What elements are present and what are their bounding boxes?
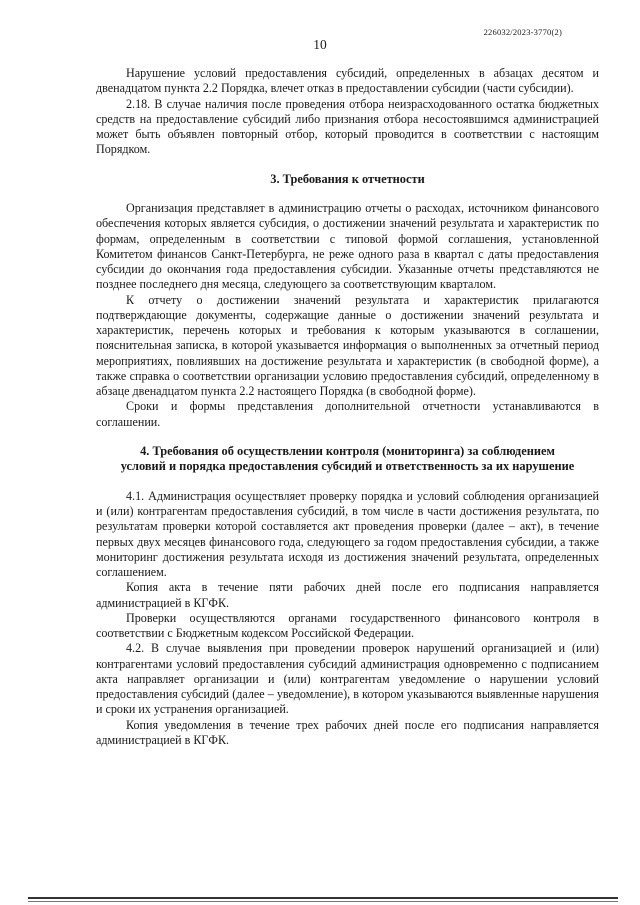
section-4-heading xyxy=(96,444,599,475)
paragraph-4-2: 4.2. В случае выявления при проведении проверок нарушений организацией и (или) контрагентами условий предоставления субсидий администрация одновременно с подписанием акта направляет организации и (или) контрагентам уведомление о нарушении условий предоставления субсидий (далее – уведомление), в котором указываются выявленные нарушения и сроки их устранения организацией. xyxy=(96,641,599,717)
paragraph-4-1: 4.1. Администрация осуществляет проверку порядка и условий соблюдения организацией и (или) контрагентам предоставления субсидий, в том числе в части достижения результата, по результатам проверки которой составляется акт проведения проверки (далее – акт), в течение первых двух месяцев финансового года, следующего за годом предоставления субсидии, а также мониторинг достижения результата исходя из достижения значений результата, определенных соглашением. xyxy=(96,488,599,579)
paragraph-violation-consequence: Нарушение условий предоставления субсидий, определенных в абзацах десятом и двенадцатом пункта 2.2 Порядка, влечет отказ в предоставлении субсидии (части субсидии). xyxy=(96,66,599,96)
paragraph-reports: Организация представляет в администрацию отчеты о расходах, источником финансового обеспечения которых является субсидия, о достижении значений результата и характеристик по формам, определенным в соответствии с типовой формой соглашения, установленной Комитетом финансов Санкт-Петербурга, не реже одного раза в квартал с даты предоставления субсидии до окончания года предоставления субсидии. Указанные отчеты представляются не позднее последнего дня месяца, следующего за соответствующим кварталом. xyxy=(96,201,599,292)
paragraph-2-18: 2.18. В случае наличия после проведения отбора неизрасходованного остатка бюджетных средств на предоставление субсидий либо признания отбора несостоявшимся администрацией может быть объявлен повторный отбор, который проводится в соответствии с настоящим Порядком. xyxy=(96,96,599,157)
document-body xyxy=(96,66,599,748)
paragraph-notice-copy: Копия уведомления в течение трех рабочих дней после его подписания направляется администрацией в КГФК. xyxy=(96,717,599,747)
scan-border-line-thin xyxy=(28,901,618,902)
paragraph-inspections: Проверки осуществляются органами государственного финансового контроля в соответствии с Бюджетным кодексом Российской Федерации. xyxy=(96,610,599,640)
section-4-heading-line2: условий и порядка предоставления субсидий и ответственность за их нарушение xyxy=(120,459,575,474)
paragraph-additional-reports: Сроки и формы представления дополнительной отчетности устанавливаются в соглашении. xyxy=(96,399,599,429)
section-4-heading-line1: 4. Требования об осуществлении контроля (мониторинга) за соблюдением xyxy=(140,443,555,458)
paragraph-report-attachments: К отчету о достижении значений результата и характеристик прилагаются подтверждающие документы, содержащие данные о достижении значений результата и характеристик, перечень которых и требования к которым указываются в соглашении, пояснительная записка, в которой указывается информация о выполненных за отчетный период мероприятиях, повлиявших на достижение результата и характеристик (в свободной форме), а также справка о соответствии организации условию предоставления субсидий, определенному в абзаце двенадцатом пункта 2.2 настоящего Порядка (в свободной форме). xyxy=(96,292,599,398)
document-number: 226032/2023-3770(2) xyxy=(483,27,562,37)
section-3-heading: 3. Требования к отчетности xyxy=(270,171,425,186)
page-number: 10 xyxy=(313,37,327,52)
paragraph-act-copy: Копия акта в течение пяти рабочих дней после его подписания направляется администрацией в КГФК. xyxy=(96,580,599,610)
scan-border-line xyxy=(28,897,618,899)
